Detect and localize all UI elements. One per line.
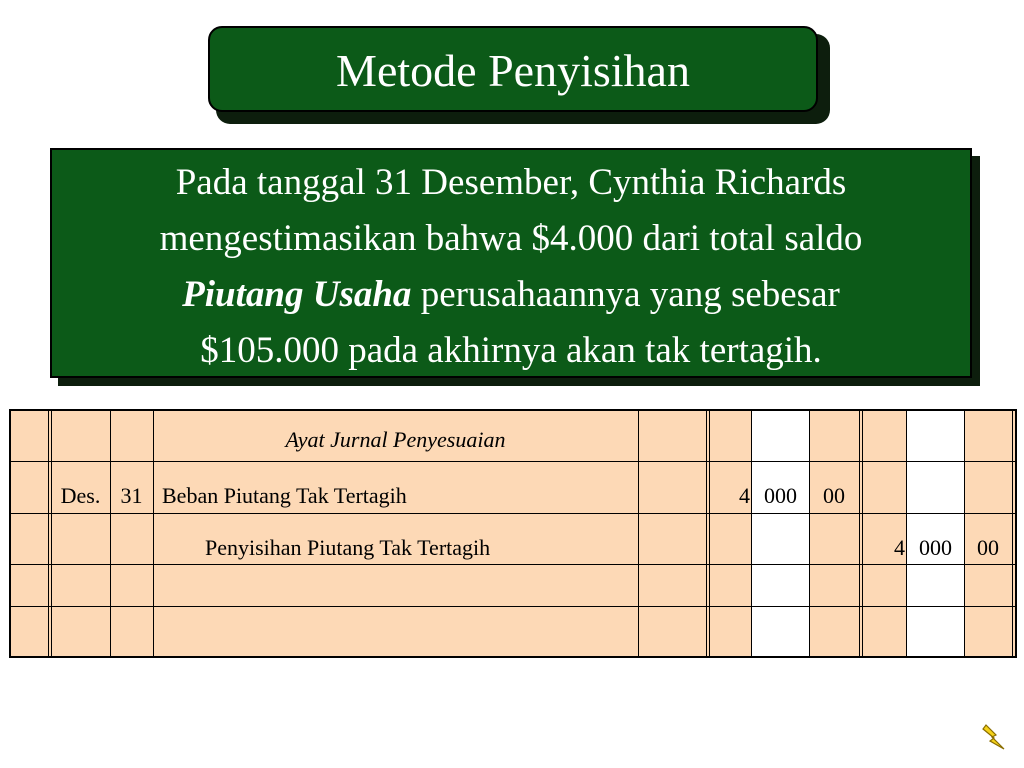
credit-cents: 00 (977, 535, 999, 560)
entry-month: Des. (60, 483, 101, 508)
account-name-emphasis: Piutang Usaha (182, 274, 412, 315)
credit-thousands: 4 (894, 535, 905, 560)
column-divider (110, 411, 111, 656)
description-line-3-rest: perusahaannya yang sebesar (411, 274, 840, 315)
column-divider (1012, 411, 1013, 656)
description-line-4: $105.000 pada akhirnya akan tak tertagih. (200, 330, 822, 371)
column-divider (706, 411, 707, 656)
debit-thousands: 4 (739, 483, 750, 508)
row-divider (11, 513, 1015, 514)
column-divider (809, 411, 810, 656)
column-divider (48, 411, 49, 656)
description-line-1: Pada tanggal 31 Desember, Cynthia Richards (175, 162, 847, 203)
description-line-2: mengestimasikan bahwa $4.000 dari total saldo (159, 218, 863, 259)
column-divider (751, 411, 752, 656)
debit-units: 000 (764, 483, 797, 508)
row-divider (11, 461, 1015, 462)
column-divider (859, 411, 860, 656)
column-divider (638, 411, 639, 656)
row-divider (11, 564, 1015, 565)
debit-cents: 00 (823, 483, 845, 508)
lightning-icon[interactable] (980, 723, 1010, 753)
credit-units: 000 (919, 535, 952, 560)
entry-day: 31 (120, 483, 143, 508)
debit-account: Beban Piutang Tak Tertagih (162, 483, 407, 508)
column-divider (51, 411, 52, 656)
column-divider (709, 411, 710, 656)
description-panel (50, 148, 972, 378)
journal-heading: Ayat Jurnal Penyesuaian (285, 427, 506, 452)
debit-amount-column (752, 411, 809, 656)
description-line-3 (52, 267, 970, 323)
row-divider (11, 606, 1015, 607)
journal-table (9, 409, 1017, 658)
slide-title: Metode Penyisihan (208, 26, 818, 112)
credit-account: Penyisihan Piutang Tak Tertagih (205, 535, 491, 560)
